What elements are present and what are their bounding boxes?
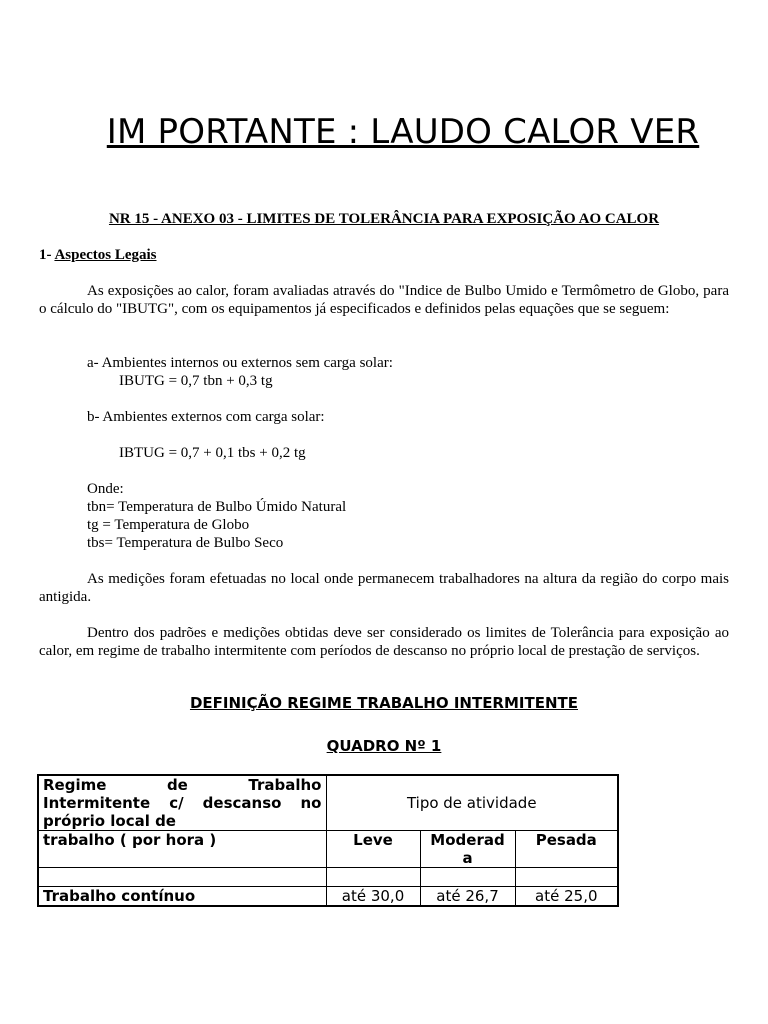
item-b-label: b- Ambientes externos com carga solar: [87,409,325,425]
item-b-formula: IBTUG = 0,7 + 0,1 tbs + 0,2 tg [119,445,306,461]
intro-paragraph: As exposições ao calor, foram avaliadas através do "Indice de Bulbo Umido e Termômetro de Globo, para o cálculo do "IBUTG", com os equipamentos já especificados e definidos pelas equações que se seguem: [39,283,729,317]
table-row [38,887,618,907]
table-spacer-row [38,868,618,887]
row-value-leve: até 30,0 [326,887,420,907]
document-subtitle: NR 15 - ANEXO 03 - LIMITES DE TOLERÂNCIA PARA EXPOSIÇÃO AO CALOR [108,211,660,227]
table-heading: DEFINIÇÃO REGIME TRABALHO INTERMITENTE [189,694,579,712]
paragraph-padroes: Dentro dos padrões e medições obtidas deve ser considerado os limites de Tolerância para exposição ao calor, em regime de trabalho intermitente com períodos de descanso no próprio local de prestação de serviços. [39,625,729,659]
definition-tg: tg = Temperatura de Globo [87,517,250,533]
regime-header-last: trabalho ( por hora ) [43,831,217,849]
paragraph-medicoes: As medições foram efetuadas no local onde permanecem trabalhadores na altura da região do corpo mais antigida. [39,571,729,605]
row-value-pesada: até 25,0 [515,887,618,907]
item-a-label: a- Ambientes internos ou externos sem carga solar: [87,355,393,371]
regime-header-cell [38,775,326,831]
column-header-pesada: Pesada [515,831,618,868]
activity-header: Tipo de atividade [406,794,537,812]
main-title: IM PORTANTE : LAUDO CALOR VER [106,112,700,152]
section-title: Aspectos Legais [54,247,157,263]
section-heading [39,246,157,264]
row-value-moderada: até 26,7 [420,887,515,907]
regime-header-last-cell [38,831,326,868]
regime-header-line: próprio local de [43,812,176,830]
regime-header-line: Regime de Trabalho [43,776,322,794]
table-subheader-row [38,831,618,868]
definition-tbs: tbs= Temperatura de Bulbo Seco [87,535,284,551]
column-header-leve: Leve [326,831,420,868]
regime-header-line: Intermitente c/ descanso no [43,794,322,812]
row-label: Trabalho contínuo [38,887,326,907]
activity-header-cell [326,775,618,831]
definition-tbn: tbn= Temperatura de Bulbo Úmido Natural [87,499,347,515]
table-header-row [38,775,618,831]
definitions-heading: Onde: [87,481,124,497]
item-a-formula: IBUTG = 0,7 tbn + 0,3 tg [119,373,273,389]
column-header-moderada: Moderad a [420,831,515,868]
quadro-table [37,774,619,907]
quadro-heading: QUADRO Nº 1 [326,737,442,755]
section-number: 1- [39,247,52,263]
